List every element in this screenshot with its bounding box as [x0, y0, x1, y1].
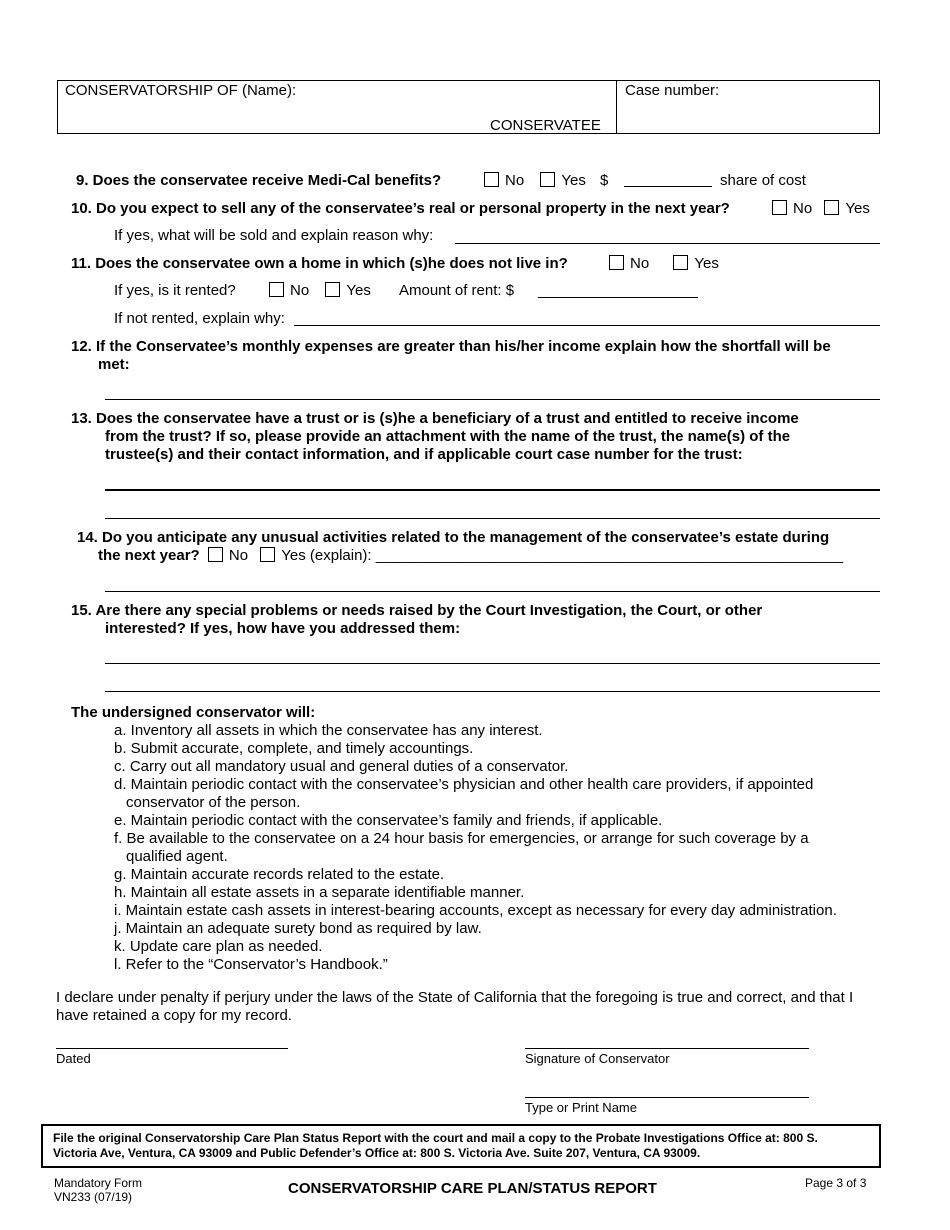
q11-not-rented-field[interactable] [294, 325, 880, 326]
duties-list [114, 722, 894, 974]
form-title: CONSERVATORSHIP CARE PLAN/STATUS REPORT [288, 1180, 657, 1197]
q11-rented-options [269, 282, 371, 299]
duty-j: j. Maintain an adequate surety bond as required by law. [114, 920, 482, 937]
duty-k: k. Update care plan as needed. [114, 938, 323, 955]
q14-yes-checkbox[interactable] [260, 547, 275, 562]
q10-explain-field[interactable] [455, 243, 880, 244]
print-name-label: Type or Print Name [525, 1100, 637, 1115]
duty-h: h. Maintain all estate assets in a separate identifiable manner. [114, 884, 525, 901]
duties-heading: The undersigned conservator will: [71, 704, 316, 721]
q11-text: 11. Does the conservatee own a home in which (s)he does not live in? [71, 255, 568, 272]
q11-rented-no-label: No [290, 282, 310, 299]
q9-text: 9. Does the conservatee receive Medi-Cal benefits? [76, 172, 442, 189]
duty-b: b. Submit accurate, complete, and timely accountings. [114, 740, 474, 757]
duty-a: a. Inventory all assets in which the conservatee has any interest. [114, 722, 543, 739]
q9-dollar: $ [600, 172, 609, 189]
q13-line1: 13. Does the conservatee have a trust or is (s)he a beneficiary of a trust and entitled to receive income [71, 410, 799, 427]
signature-field[interactable] [525, 1048, 809, 1049]
page-number: Page 3 of 3 [805, 1176, 867, 1190]
q10-no-label: No [793, 200, 813, 217]
q10-no-checkbox[interactable] [772, 200, 787, 215]
dated-label: Dated [56, 1051, 91, 1066]
caption-box [57, 80, 880, 134]
duty-g: g. Maintain accurate records related to the estate. [114, 866, 445, 883]
declaration-line1: I declare under penalty if perjury under the laws of the State of California that the foregoing is true and correct, and that I [56, 989, 854, 1006]
duty-e: e. Maintain periodic contact with the conservatee’s family and friends, if applicable. [114, 812, 663, 829]
q14-answer-field[interactable] [105, 591, 880, 592]
q15-answer-field-1[interactable] [105, 663, 880, 664]
q10-followup-label: If yes, what will be sold and explain reason why: [114, 227, 434, 244]
form-type: Mandatory Form [54, 1176, 143, 1190]
q9-share-label: share of cost [720, 172, 806, 189]
conservatee-label: CONSERVATEE [490, 117, 601, 134]
q11-options [609, 255, 719, 272]
declaration-line2: have retained a copy for my record. [56, 1007, 292, 1024]
q11-yes-checkbox[interactable] [673, 255, 688, 270]
q11-rented-label: If yes, is it rented? [114, 282, 236, 299]
declaration [56, 989, 886, 1025]
form-info [54, 1176, 142, 1204]
filing-notice [41, 1124, 881, 1168]
q14-no-checkbox[interactable] [208, 547, 223, 562]
q13-line2: from the trust? If so, please provide an attachment with the name of the trust, the name(s) of the [105, 428, 791, 445]
q9-options [484, 172, 608, 189]
q11-no-checkbox[interactable] [609, 255, 624, 270]
q12-line1: 12. If the Conservatee’s monthly expenses are greater than his/her income explain how the shortfall will be [71, 338, 831, 355]
q9-no-checkbox[interactable] [484, 172, 499, 187]
q10-yes-label: Yes [845, 200, 870, 217]
q13-answer-field-1[interactable] [105, 489, 880, 491]
signature-label: Signature of Conservator [525, 1051, 670, 1066]
duty-f-line1: f. Be available to the conservatee on a 24 hour basis for emergencies, or arrange for such coverage by a [114, 830, 809, 847]
q11-rented-no-checkbox[interactable] [269, 282, 284, 297]
duty-l: l. Refer to the “Conservator’s Handbook.” [114, 956, 388, 973]
q15-answer-field-2[interactable] [105, 691, 880, 692]
print-name-field[interactable] [525, 1097, 809, 1098]
q10-yes-checkbox[interactable] [824, 200, 839, 215]
case-number-label: Case number: [625, 82, 720, 99]
q12-answer-field[interactable] [105, 399, 880, 400]
filing-notice-line1: File the original Conservatorship Care Plan Status Report with the court and mail a copy to the Probate Investigations Office at: 800 S. [53, 1131, 818, 1145]
q14-yes-label: Yes (explain): ________________________________________________________ [281, 547, 843, 564]
q12-line2: met: [98, 356, 130, 373]
form-id: VN233 (07/19) [54, 1190, 133, 1204]
q14-line2 [98, 547, 843, 564]
q11-rented-yes-checkbox[interactable] [325, 282, 340, 297]
q13-answer-field-2[interactable] [105, 518, 880, 519]
duty-i: i. Maintain estate cash assets in interest-bearing accounts, except as necessary for every day administration. [114, 902, 837, 919]
q14-next-year: the next year? [98, 547, 200, 564]
q14-line1: 14. Do you anticipate any unusual activities related to the management of the conservatee’s estate during [77, 529, 830, 546]
q9-yes-checkbox[interactable] [540, 172, 555, 187]
q10-text: 10. Do you expect to sell any of the conservatee’s real or personal property in the next year? [71, 200, 730, 217]
duty-d-line1: d. Maintain periodic contact with the conservatee’s physician and other health care providers, if appointed [114, 776, 814, 793]
duty-c: c. Carry out all mandatory usual and general duties of a conservator. [114, 758, 569, 775]
q15-line1: 15. Are there any special problems or needs raised by the Court Investigation, the Court, or other [71, 602, 763, 619]
q9-yes-label: Yes [561, 172, 586, 189]
q13-line3: trustee(s) and their contact information, and if applicable court case number for the trust: [105, 446, 743, 463]
q11-rent-amount-label: Amount of rent: $ [399, 282, 515, 299]
q11-rented-yes-label: Yes [346, 282, 371, 299]
q9-share-amount-field[interactable] [624, 186, 712, 187]
q11-not-rented-label: If not rented, explain why: [114, 310, 285, 327]
filing-notice-line2: Victoria Ave, Ventura, CA 93009 and Public Defender’s Office at: 800 S. Victoria Ave. Suite 207, Ventura, CA 93009. [53, 1146, 701, 1160]
q10-options [772, 200, 870, 217]
q11-yes-label: Yes [694, 255, 719, 272]
q11-no-label: No [630, 255, 650, 272]
q9-no-label: No [505, 172, 525, 189]
q11-rent-amount-field[interactable] [538, 297, 698, 298]
duty-f-line2: qualified agent. [126, 848, 228, 865]
q15-line2: interested? If yes, how have you addressed them: [105, 620, 461, 637]
duty-d-line2: conservator of the person. [126, 794, 301, 811]
date-field[interactable] [56, 1048, 288, 1049]
caption-divider [616, 81, 617, 133]
conservatorship-of-label: CONSERVATORSHIP OF (Name): [65, 82, 297, 99]
q14-no-label: No [228, 547, 249, 564]
